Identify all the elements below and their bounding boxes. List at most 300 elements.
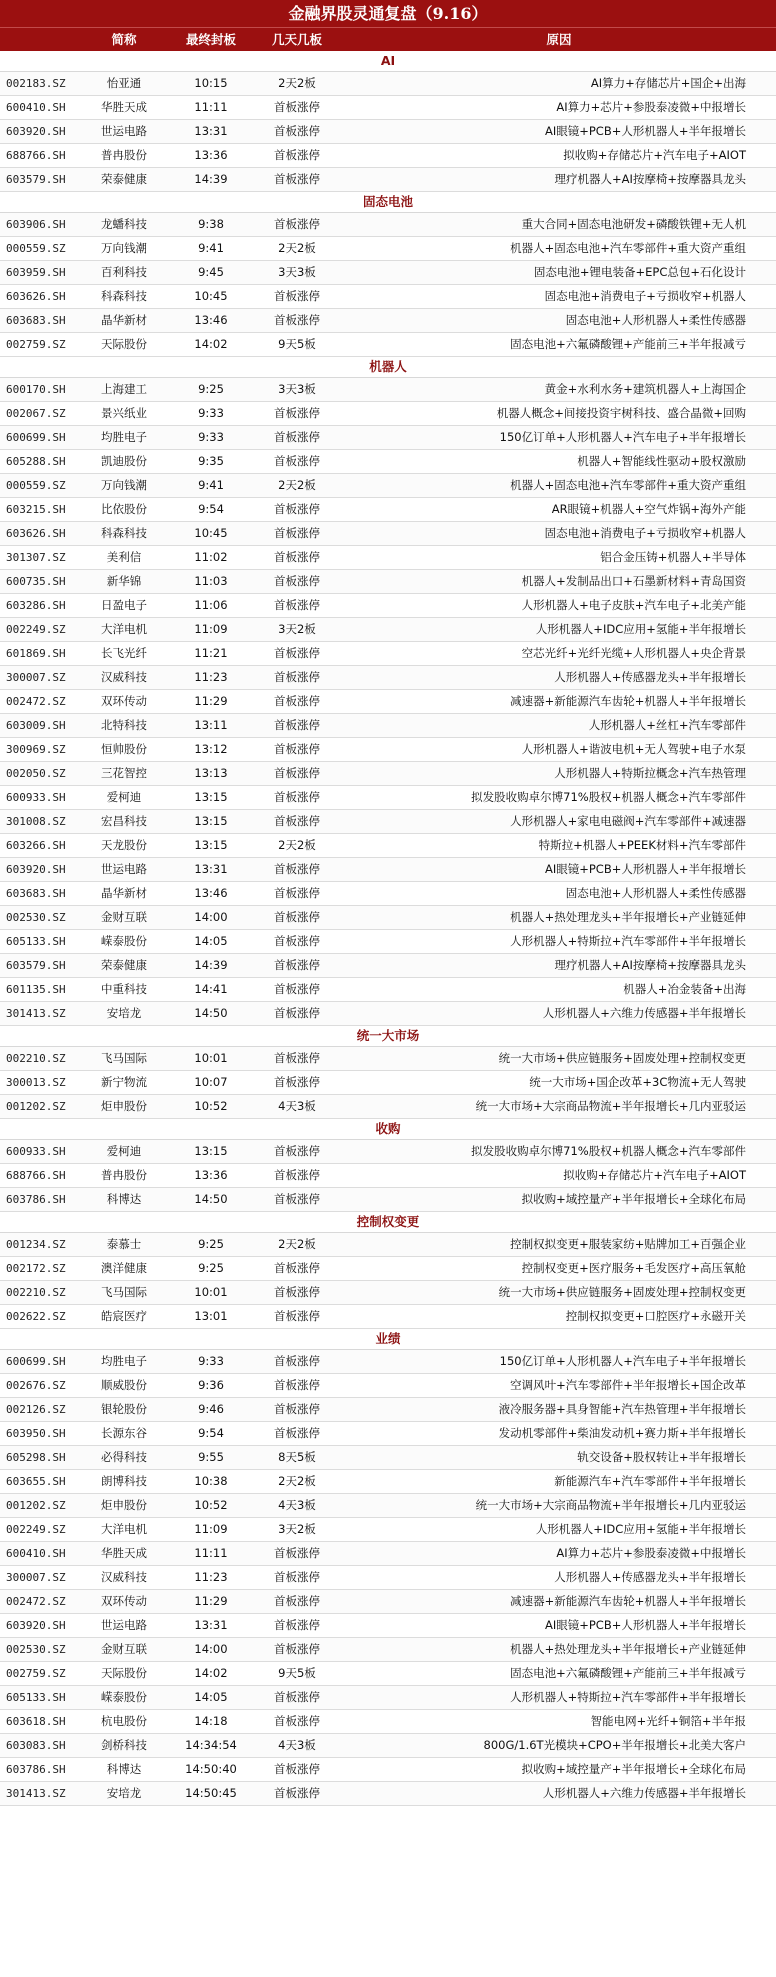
table-row (0, 1758, 776, 1782)
board-count: 首板涨停 (274, 1051, 320, 1065)
stock-code: 002530.SZ (6, 911, 66, 924)
table-row (0, 834, 776, 858)
table-row (0, 738, 776, 762)
table-row (0, 144, 776, 168)
reason-text: 人形机器人+特斯拉概念+汽车热管理 (554, 766, 746, 780)
table-row (0, 1590, 776, 1614)
reason-text: 人形机器人+电子皮肤+汽车电子+北美产能 (521, 598, 746, 612)
stock-name: 普冉股份 (101, 1168, 147, 1182)
reason-text: 统一大市场+供应链服务+固废处理+控制权变更 (498, 1285, 746, 1299)
table-row (0, 426, 776, 450)
section-header: 收购 (0, 1119, 776, 1140)
stock-name: 汉威科技 (101, 670, 147, 684)
section-header: 机器人 (0, 357, 776, 378)
seal-time: 14:05 (194, 934, 228, 948)
stock-name: 怡亚通 (106, 76, 142, 90)
stock-code: 001234.SZ (6, 1238, 66, 1251)
seal-time: 9:35 (198, 454, 224, 468)
header-name: 简称 (111, 32, 137, 47)
stock-name: 安培龙 (106, 1006, 142, 1020)
reason-text: 控制权拟变更+口腔医疗+永磁开关 (565, 1309, 746, 1323)
seal-time: 11:21 (194, 646, 228, 660)
stock-code: 002472.SZ (6, 695, 66, 708)
board-count: 首板涨停 (274, 718, 320, 732)
board-count: 首板涨停 (274, 148, 320, 162)
board-count: 首板涨停 (274, 1006, 320, 1020)
stock-code: 600410.SH (6, 101, 66, 114)
board-count: 首板涨停 (274, 1285, 320, 1299)
stock-code: 002759.SZ (6, 338, 66, 351)
stock-name: 炬申股份 (101, 1099, 147, 1113)
reason-text: 理疗机器人+AI按摩椅+按摩器具龙头 (554, 958, 746, 972)
seal-time: 11:23 (194, 1570, 228, 1584)
stock-name: 必得科技 (101, 1450, 147, 1464)
seal-time: 13:15 (194, 838, 228, 852)
seal-time: 14:41 (194, 982, 228, 996)
board-count: 首板涨停 (274, 289, 320, 303)
stock-code: 601869.SH (6, 647, 66, 660)
board-count: 首板涨停 (274, 982, 320, 996)
stock-name: 双环传动 (101, 1594, 147, 1608)
stock-name: 万向钱潮 (101, 241, 147, 255)
stock-code: 002249.SZ (6, 623, 66, 636)
table-row (0, 954, 776, 978)
stock-name: 万向钱潮 (101, 478, 147, 492)
stock-code: 002530.SZ (6, 1643, 66, 1656)
reason-text: 机器人概念+间接投资宇树科技、盛合晶微+回购 (496, 406, 746, 420)
seal-time: 9:33 (198, 1354, 224, 1368)
board-count: 首板涨停 (274, 1426, 320, 1440)
table-row (0, 1686, 776, 1710)
stock-name: 炬申股份 (101, 1498, 147, 1512)
seal-time: 9:25 (198, 1237, 224, 1251)
stock-name: 凯迪股份 (101, 454, 147, 468)
board-count: 首板涨停 (274, 406, 320, 420)
seal-time: 13:31 (194, 862, 228, 876)
board-count: 3天3板 (278, 265, 316, 279)
board-count: 首板涨停 (274, 862, 320, 876)
board-count: 首板涨停 (274, 550, 320, 564)
table-row (0, 1374, 776, 1398)
reason-text: 拟发股收购卓尔博71%股权+机器人概念+汽车零部件 (471, 790, 746, 804)
seal-time: 10:01 (194, 1051, 228, 1065)
reason-text: 统一大市场+供应链服务+固废处理+控制权变更 (498, 1051, 746, 1065)
reason-text: 人形机器人+谐波电机+无人驾驶+电子水泵 (521, 742, 746, 756)
table-row (0, 1002, 776, 1026)
table-row (0, 1140, 776, 1164)
board-count: 首板涨停 (274, 1594, 320, 1608)
reason-text: 固态电池+消费电子+亏损收窄+机器人 (544, 526, 746, 540)
stock-code: 002472.SZ (6, 1595, 66, 1608)
seal-time: 11:11 (194, 100, 228, 114)
board-count: 首板涨停 (274, 172, 320, 186)
stock-code: 603626.SH (6, 290, 66, 303)
table-row (0, 309, 776, 333)
reason-text: 机器人+固态电池+汽车零部件+重大资产重组 (510, 478, 746, 492)
reason-text: 机器人+冶金装备+出海 (623, 982, 746, 996)
table-row (0, 1188, 776, 1212)
board-count: 首板涨停 (274, 1168, 320, 1182)
stock-code: 000559.SZ (6, 242, 66, 255)
stock-code: 603215.SH (6, 503, 66, 516)
board-count: 8天5板 (278, 1450, 316, 1464)
board-count: 2天2板 (278, 1474, 316, 1488)
seal-time: 14:39 (194, 172, 228, 186)
board-count: 2天2板 (278, 241, 316, 255)
table-row (0, 1071, 776, 1095)
reason-text: 统一大市场+大宗商品物流+半年报增长+几内亚驳运 (475, 1498, 746, 1512)
stock-name: 百利科技 (101, 265, 147, 279)
table-row (0, 168, 776, 192)
table-row (0, 978, 776, 1002)
board-count: 2天2板 (278, 838, 316, 852)
reason-text: 人形机器人+传感器龙头+半年报增长 (554, 1570, 746, 1584)
stock-code: 603906.SH (6, 218, 66, 231)
seal-time: 10:45 (194, 289, 228, 303)
reason-text: AI眼镜+PCB+人形机器人+半年报增长 (544, 124, 746, 138)
stock-name: 新华锦 (106, 574, 142, 588)
stock-name: 朗博科技 (101, 1474, 147, 1488)
stock-code: 301307.SZ (6, 551, 66, 564)
stock-name: 美利信 (106, 550, 142, 564)
section (0, 51, 776, 192)
seal-time: 10:38 (194, 1474, 228, 1488)
reason-text: 人形机器人+丝杠+汽车零部件 (588, 718, 746, 732)
stock-name: 泰慕士 (106, 1237, 142, 1251)
reason-text: AI算力+芯片+参股泰凌微+中报增长 (556, 100, 746, 114)
table-row (0, 522, 776, 546)
table-row (0, 714, 776, 738)
reason-text: 人形机器人+IDC应用+氢能+半年报增长 (535, 1522, 746, 1536)
board-count: 首板涨停 (274, 1762, 320, 1776)
table-row (0, 1662, 776, 1686)
table-row (0, 1164, 776, 1188)
seal-time: 14:02 (194, 337, 228, 351)
seal-time: 13:15 (194, 790, 228, 804)
reason-text: AI算力+芯片+参股泰凌微+中报增长 (556, 1546, 746, 1560)
table-row (0, 333, 776, 357)
seal-time: 13:46 (194, 886, 228, 900)
stock-code: 002050.SZ (6, 767, 66, 780)
seal-time: 10:01 (194, 1285, 228, 1299)
stock-code: 601135.SH (6, 983, 66, 996)
reason-text: 理疗机器人+AI按摩椅+按摩器具龙头 (554, 172, 746, 186)
stock-code: 300007.SZ (6, 1571, 66, 1584)
reason-text: 统一大市场+大宗商品物流+半年报增长+几内亚驳运 (475, 1099, 746, 1113)
table-row (0, 1542, 776, 1566)
stock-name: 晶华新材 (101, 886, 147, 900)
section-header: 固态电池 (0, 192, 776, 213)
stock-name: 晶华新材 (101, 313, 147, 327)
stock-name: 皓宸医疗 (101, 1309, 147, 1323)
reason-text: 控制权变更+医疗服务+毛发医疗+高压氧舱 (521, 1261, 746, 1275)
board-count: 首板涨停 (274, 1378, 320, 1392)
seal-time: 9:54 (198, 502, 224, 516)
seal-time: 10:52 (194, 1099, 228, 1113)
board-count: 首板涨停 (274, 1546, 320, 1560)
table-row (0, 594, 776, 618)
seal-time: 13:15 (194, 814, 228, 828)
board-count: 首板涨停 (274, 694, 320, 708)
stock-name: 大洋电机 (101, 1522, 147, 1536)
stock-name: 科森科技 (101, 289, 147, 303)
seal-time: 14:39 (194, 958, 228, 972)
board-count: 4天3板 (278, 1099, 316, 1113)
stock-code: 300007.SZ (6, 671, 66, 684)
stock-code: 603579.SH (6, 959, 66, 972)
board-count: 首板涨停 (274, 1075, 320, 1089)
reason-text: 机器人+发制品出口+石墨新材料+青岛国资 (521, 574, 746, 588)
seal-time: 11:29 (194, 1594, 228, 1608)
board-count: 首板涨停 (274, 958, 320, 972)
seal-time: 9:46 (198, 1402, 224, 1416)
reason-text: 固态电池+锂电装备+EPC总包+石化设计 (533, 265, 746, 279)
section (0, 1329, 776, 1806)
board-count: 首板涨停 (274, 1261, 320, 1275)
stock-name: 爱柯迪 (106, 1144, 142, 1158)
seal-time: 9:33 (198, 430, 224, 444)
seal-time: 10:52 (194, 1498, 228, 1512)
seal-time: 10:07 (194, 1075, 228, 1089)
table-row (0, 1305, 776, 1329)
table-row (0, 618, 776, 642)
reason-text: 拟发股收购卓尔博71%股权+机器人概念+汽车零部件 (471, 1144, 746, 1158)
stock-name: 长源东谷 (101, 1426, 147, 1440)
stock-name: 均胜电子 (101, 1354, 147, 1368)
stock-code: 603626.SH (6, 527, 66, 540)
reason-text: 铝合金压铸+机器人+半导体 (600, 550, 746, 564)
stock-code: 002622.SZ (6, 1310, 66, 1323)
stock-name: 景兴纸业 (101, 406, 147, 420)
stock-name: 金财互联 (101, 910, 147, 924)
board-count: 2天2板 (278, 1237, 316, 1251)
table-row (0, 1782, 776, 1806)
stock-code: 300013.SZ (6, 1076, 66, 1089)
seal-time: 11:23 (194, 670, 228, 684)
section-header: 控制权变更 (0, 1212, 776, 1233)
stock-name: 飞马国际 (101, 1285, 147, 1299)
stock-name: 上海建工 (101, 382, 147, 396)
seal-time: 13:36 (194, 148, 228, 162)
stock-code: 001202.SZ (6, 1100, 66, 1113)
reason-text: 固态电池+人形机器人+柔性传感器 (565, 886, 746, 900)
section (0, 1119, 776, 1212)
table-row (0, 378, 776, 402)
stock-code: 603579.SH (6, 173, 66, 186)
table-row (0, 1566, 776, 1590)
table-row (0, 930, 776, 954)
table-row (0, 570, 776, 594)
seal-time: 9:54 (198, 1426, 224, 1440)
board-count: 9天5板 (278, 1666, 316, 1680)
stock-code: 002183.SZ (6, 77, 66, 90)
stock-name: 均胜电子 (101, 430, 147, 444)
table-row (0, 498, 776, 522)
seal-time: 9:41 (198, 241, 224, 255)
table-row (0, 1422, 776, 1446)
table-row (0, 1470, 776, 1494)
reason-text: AI算力+存储芯片+国企+出海 (590, 76, 746, 90)
reason-text: 轨交设备+股权转让+半年报增长 (577, 1450, 746, 1464)
reason-text: 发动机零部件+柴油发动机+赛力斯+半年报增长 (498, 1426, 746, 1440)
reason-text: 人形机器人+六维力传感器+半年报增长 (542, 1006, 746, 1020)
table-row (0, 120, 776, 144)
stock-code: 002067.SZ (6, 407, 66, 420)
stock-code: 002126.SZ (6, 1403, 66, 1416)
reason-text: 人形机器人+IDC应用+氢能+半年报增长 (535, 622, 746, 636)
reason-text: 重大合同+固态电池研发+磷酸铁锂+无人机 (521, 217, 746, 231)
table-row (0, 1710, 776, 1734)
board-count: 首板涨停 (274, 217, 320, 231)
board-count: 首板涨停 (274, 1309, 320, 1323)
header-reason: 原因 (546, 32, 572, 47)
reason-text: 智能电网+光纤+铜箔+半年报 (590, 1714, 746, 1728)
stock-code: 001202.SZ (6, 1499, 66, 1512)
reason-text: 机器人+热处理龙头+半年报增长+产业链延伸 (510, 910, 746, 924)
table-row (0, 213, 776, 237)
reason-text: 人形机器人+家电电磁阀+汽车零部件+减速器 (510, 814, 746, 828)
seal-time: 13:12 (194, 742, 228, 756)
board-count: 9天5板 (278, 337, 316, 351)
stock-code: 002759.SZ (6, 1667, 66, 1680)
stock-name: 荣泰健康 (101, 958, 147, 972)
reason-text: AI眼镜+PCB+人形机器人+半年报增长 (544, 862, 746, 876)
stock-code: 603009.SH (6, 719, 66, 732)
reason-text: 黄金+水利水务+建筑机器人+上海国企 (544, 382, 746, 396)
stock-name: 新宁物流 (101, 1075, 147, 1089)
reason-text: 人形机器人+六维力传感器+半年报增长 (542, 1786, 746, 1800)
reason-text: 新能源汽车+汽车零部件+半年报增长 (554, 1474, 746, 1488)
board-count: 首板涨停 (274, 646, 320, 660)
stock-name: 三花智控 (101, 766, 147, 780)
reason-text: 固态电池+人形机器人+柔性传感器 (565, 313, 746, 327)
seal-time: 11:06 (194, 598, 228, 612)
table-row (0, 1734, 776, 1758)
header-board: 几天几板 (271, 32, 322, 47)
seal-time: 13:36 (194, 1168, 228, 1182)
seal-time: 14:18 (194, 1714, 228, 1728)
reason-text: AR眼镜+机器人+空气炸锅+海外产能 (551, 502, 746, 516)
table-row (0, 642, 776, 666)
section (0, 1026, 776, 1119)
stock-code: 603083.SH (6, 1739, 66, 1752)
stock-code: 600699.SH (6, 431, 66, 444)
reason-text: 拟收购+存储芯片+汽车电子+AIOT (563, 148, 746, 162)
stock-name: 华胜天成 (101, 100, 147, 114)
stock-code: 301008.SZ (6, 815, 66, 828)
table-row (0, 402, 776, 426)
seal-time: 9:33 (198, 406, 224, 420)
stock-name: 杭电股份 (101, 1714, 147, 1728)
seal-time: 13:13 (194, 766, 228, 780)
table-row (0, 1281, 776, 1305)
stock-name: 银轮股份 (101, 1402, 147, 1416)
stock-name: 世运电路 (101, 1618, 147, 1632)
stock-name: 大洋电机 (101, 622, 147, 636)
stock-name: 爱柯迪 (106, 790, 142, 804)
table-row (0, 906, 776, 930)
board-count: 首板涨停 (274, 124, 320, 138)
board-count: 首板涨停 (274, 1642, 320, 1656)
stock-code: 603683.SH (6, 314, 66, 327)
board-count: 首板涨停 (274, 574, 320, 588)
stock-code: 603618.SH (6, 1715, 66, 1728)
seal-time: 14:34:54 (185, 1738, 237, 1752)
header-code (0, 28, 78, 51)
section-header: 统一大市场 (0, 1026, 776, 1047)
board-count: 首板涨停 (274, 502, 320, 516)
stock-code: 300969.SZ (6, 743, 66, 756)
table-row (0, 1233, 776, 1257)
reason-text: 人形机器人+特斯拉+汽车零部件+半年报增长 (510, 1690, 746, 1704)
reason-text: 减速器+新能源汽车齿轮+机器人+半年报增长 (510, 1594, 746, 1608)
reason-text: 拟收购+域控量产+半年报增长+全球化布局 (521, 1192, 746, 1206)
board-count: 首板涨停 (274, 1618, 320, 1632)
stock-code: 600699.SH (6, 1355, 66, 1368)
board-count: 首板涨停 (274, 100, 320, 114)
reason-text: 机器人+固态电池+汽车零部件+重大资产重组 (510, 241, 746, 255)
stock-code: 688766.SH (6, 1169, 66, 1182)
section-header: AI (0, 51, 776, 72)
stock-code: 605288.SH (6, 455, 66, 468)
stock-name: 普冉股份 (101, 148, 147, 162)
board-count: 3天2板 (278, 1522, 316, 1536)
board-count: 首板涨停 (274, 1354, 320, 1368)
seal-time: 14:50 (194, 1006, 228, 1020)
seal-time: 9:41 (198, 478, 224, 492)
stock-name: 澳洋健康 (101, 1261, 147, 1275)
board-count: 首板涨停 (274, 790, 320, 804)
stock-code: 600933.SH (6, 1145, 66, 1158)
reason-text: 机器人+智能线性驱动+股权激励 (577, 454, 746, 468)
table-row (0, 1350, 776, 1374)
seal-time: 14:50:40 (185, 1762, 237, 1776)
board-count: 首板涨停 (274, 1402, 320, 1416)
board-count: 2天2板 (278, 478, 316, 492)
board-count: 首板涨停 (274, 910, 320, 924)
board-count: 首板涨停 (274, 670, 320, 684)
board-count: 4天3板 (278, 1498, 316, 1512)
seal-time: 14:00 (194, 910, 228, 924)
stock-code: 002249.SZ (6, 1523, 66, 1536)
table-header (0, 27, 776, 51)
stock-code: 603266.SH (6, 839, 66, 852)
seal-time: 9:45 (198, 265, 224, 279)
table-row (0, 237, 776, 261)
seal-time: 14:05 (194, 1690, 228, 1704)
stock-code: 603286.SH (6, 599, 66, 612)
reason-text: 机器人+热处理龙头+半年报增长+产业链延伸 (510, 1642, 746, 1656)
table-row (0, 1494, 776, 1518)
seal-time: 13:31 (194, 124, 228, 138)
stock-code: 603786.SH (6, 1763, 66, 1776)
board-count: 首板涨停 (274, 526, 320, 540)
stock-name: 飞马国际 (101, 1051, 147, 1065)
reason-text: 150亿订单+人形机器人+汽车电子+半年报增长 (499, 1354, 746, 1368)
board-count: 4天3板 (278, 1738, 316, 1752)
stock-name: 嵘泰股份 (101, 1690, 147, 1704)
board-count: 首板涨停 (274, 886, 320, 900)
seal-time: 9:38 (198, 217, 224, 231)
stock-name: 恒帅股份 (101, 742, 147, 756)
table-row (0, 666, 776, 690)
board-count: 首板涨停 (274, 1786, 320, 1800)
seal-time: 11:02 (194, 550, 228, 564)
stock-code: 600735.SH (6, 575, 66, 588)
reason-text: 空芯光纤+光纤光缆+人形机器人+央企背景 (521, 646, 746, 660)
reason-text: 液冷服务器+具身智能+汽车热管理+半年报增长 (498, 1402, 746, 1416)
stock-code: 600933.SH (6, 791, 66, 804)
